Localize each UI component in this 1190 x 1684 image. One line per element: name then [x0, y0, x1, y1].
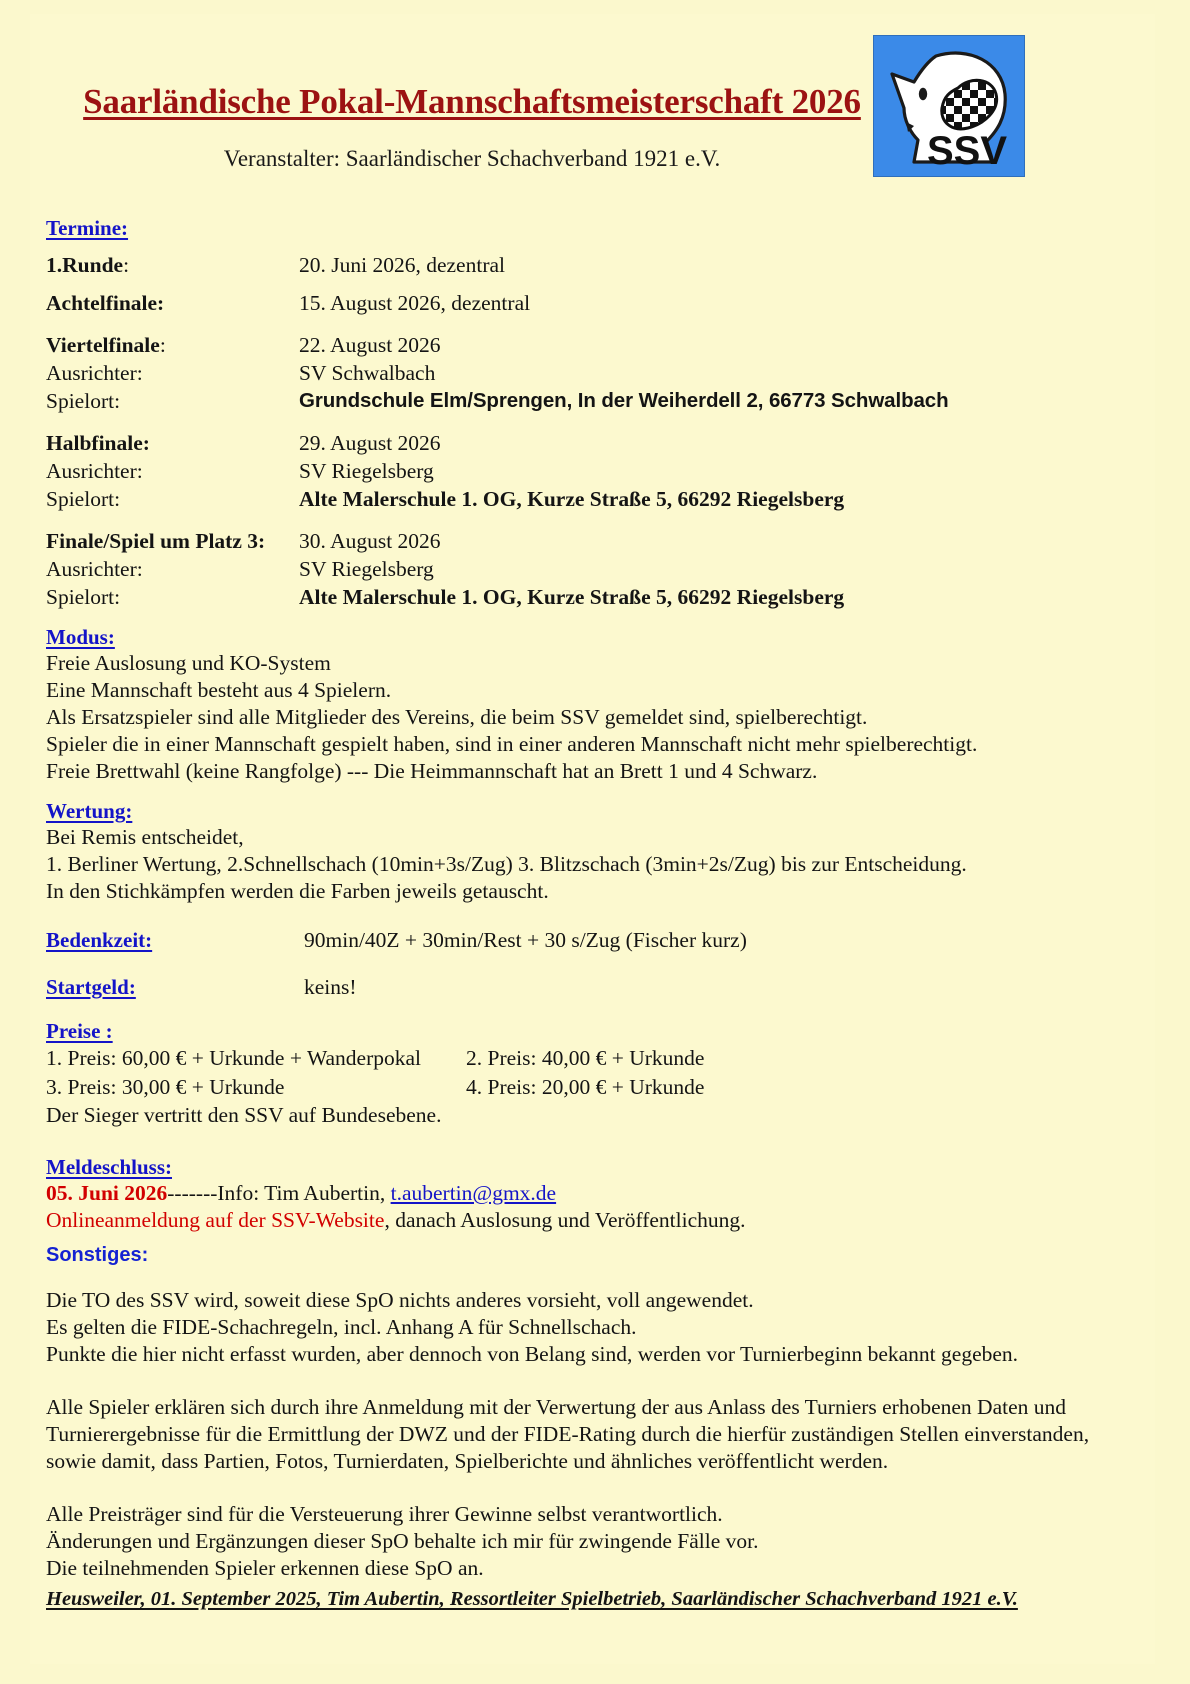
page-subtitle: Veranstalter: Saarländischer Schachverband 1921 e.V.: [223, 146, 721, 171]
ausrichter-value: SV Riegelsberg: [299, 557, 434, 581]
termin-block-finale: [46, 527, 1046, 611]
modus-line: Freie Auslosung und KO-System: [46, 651, 331, 675]
sonstiges-line: Punkte die hier nicht erfasst wurden, aber dennoch von Belang sind, werden vor Turnierbeginn bekannt gegeben.: [46, 1342, 1019, 1366]
termin-round-label: Halbfinale:: [46, 431, 150, 455]
prize-row: [46, 1073, 1046, 1102]
document-header: [46, 30, 1046, 190]
ausrichter-value: SV Riegelsberg: [299, 459, 434, 483]
startgeld-value: keins!: [304, 975, 357, 999]
document-content: [46, 30, 1090, 1611]
sonstiges-line: Alle Spieler erklären sich durch ihre Anmeldung mit der Verwertung der aus Anlass des Turniers erhobenen Daten und: [46, 1395, 1067, 1419]
termin-date: 29. August 2026: [299, 431, 441, 455]
termin-row: [46, 289, 1046, 317]
sonstiges-line: Turnierergebnisse für die Ermittlung der DWZ und der FIDE-Rating durch die hierfür zuständigen Stellen einverstanden,: [46, 1422, 1090, 1446]
termin-date: 22. August 2026: [299, 333, 441, 357]
page-title: Saarländische Pokal-Mannschaftsmeisterschaft 2026: [83, 82, 861, 121]
sonstiges-line: sowie damit, dass Partien, Fotos, Turnierdaten, Spielberichte und ähnliches veröffentlicht werden.: [46, 1449, 889, 1473]
termin-block-date-row: [46, 429, 1046, 457]
sonstiges-line: Die teilnehmenden Spieler erkennen diese SpO an.: [46, 1556, 484, 1580]
section-heading-termine: Termine:: [46, 216, 129, 240]
onlineanmeldung-line: [46, 1207, 1046, 1234]
section-wertung: [46, 799, 1046, 905]
prize-left: 3. Preis: 30,00 € + Urkunde: [46, 1075, 285, 1099]
section-sonstiges: [46, 1244, 1090, 1582]
termin-block-date-row: [46, 331, 1046, 359]
section-heading-meldeschluss: Meldeschluss:: [46, 1155, 172, 1179]
prize-note: Der Sieger vertritt den SSV auf Bundesebene.: [46, 1103, 442, 1127]
section-heading-sonstiges: Sonstiges:: [46, 1244, 149, 1266]
spielort-label: Spielort:: [46, 389, 121, 413]
termin-block-date-row: [46, 527, 1046, 555]
section-termine: [46, 216, 1046, 611]
spielort-label: Spielort:: [46, 585, 121, 609]
wertung-line: In den Stichkämpfen werden die Farben jeweils getauscht.: [46, 879, 549, 903]
wertung-line: 1. Berliner Wertung, 2.Schnellschach (10min+3s/Zug) 3. Blitzschach (3min+2s/Zug) bis zur Entscheidung.: [46, 852, 967, 876]
spielort-value: Alte Malerschule 1. OG, Kurze Straße 5, 66292 Riegelsberg: [299, 585, 845, 609]
termin-block-spielort-row: [46, 387, 1046, 415]
ausrichter-value: SV Schwalbach: [299, 361, 436, 385]
sonstiges-line: Änderungen und Ergänzungen dieser SpO behalte ich mir für zwingende Fälle vor.: [46, 1529, 759, 1553]
spielort-value: Grundschule Elm/Sprengen, In der Weiherdell 2, 66773 Schwalbach: [299, 389, 949, 412]
modus-line: Als Ersatzspieler sind alle Mitglieder des Vereins, die beim SSV gemeldet sind, spielberechtigt.: [46, 705, 868, 729]
logo-text: SSV: [926, 129, 1008, 173]
section-heading-preise: Preise :: [46, 1019, 113, 1043]
bedenkzeit-value: 90min/40Z + 30min/Rest + 30 s/Zug (Fischer kurz): [304, 928, 747, 952]
prize-left: 1. Preis: 60,00 € + Urkunde + Wanderpokal: [46, 1046, 422, 1070]
onlineanmeldung-rest: , danach Auslosung und Veröffentlichung.: [384, 1208, 746, 1232]
termin-block-ausrichter-row: [46, 359, 1046, 387]
termin-round-suffix: :: [159, 333, 166, 357]
ssv-logo: [873, 35, 1025, 177]
termin-block-ausrichter-row: [46, 555, 1046, 583]
meldeschluss-date: 05. Juni 2026: [46, 1181, 168, 1205]
termin-value: 15. August 2026, dezentral: [299, 291, 531, 315]
termin-round-label: Finale/Spiel um Platz 3:: [46, 529, 266, 553]
section-heading-startgeld: Startgeld:: [46, 975, 136, 999]
prize-row: [46, 1044, 1046, 1073]
section-preise: [46, 1019, 1046, 1129]
ausrichter-label: Ausrichter:: [46, 557, 143, 581]
sonstiges-line: Es gelten die FIDE-Schachregeln, incl. Anhang A für Schnellschach.: [46, 1315, 637, 1339]
modus-line: Spieler die in einer Mannschaft gespielt haben, sind in einer anderen Mannschaft nicht mehr spielberechtigt.: [46, 732, 978, 756]
termin-label-suffix: :: [123, 253, 130, 277]
ausrichter-label: Ausrichter:: [46, 459, 143, 483]
section-modus: [46, 625, 1046, 785]
section-heading-wertung: Wertung:: [46, 799, 133, 823]
termin-row: [46, 251, 1046, 279]
meldeschluss-dashes: -------: [167, 1181, 218, 1205]
sonstiges-line: Die TO des SSV wird, soweit diese SpO nichts anderes vorsieht, voll angewendet.: [46, 1288, 754, 1312]
termin-date: 30. August 2026: [299, 529, 441, 553]
spielort-label: Spielort:: [46, 487, 121, 511]
termin-round-label: Viertelfinale: [46, 333, 160, 357]
ausrichter-label: Ausrichter:: [46, 361, 143, 385]
document-sheet: [30, 14, 1155, 1664]
section-heading-modus: Modus:: [46, 625, 115, 649]
termin-block-halbfinale: [46, 429, 1046, 513]
wertung-line: Bei Remis entscheidet,: [46, 825, 244, 849]
modus-line: Eine Mannschaft besteht aus 4 Spielern.: [46, 678, 392, 702]
section-heading-bedenkzeit: Bedenkzeit:: [46, 928, 153, 952]
termin-label: 1.Runde: [46, 253, 124, 277]
termin-block-ausrichter-row: [46, 457, 1046, 485]
section-meldeschluss: [46, 1155, 1046, 1234]
termin-label: Achtelfinale:: [46, 291, 165, 315]
modus-line: Freie Brettwahl (keine Rangfolge) --- Die Heimmannschaft hat an Brett 1 und 4 Schwarz.: [46, 759, 818, 783]
section-startgeld: [46, 972, 1046, 1005]
knight-chess-logo-icon: [874, 36, 1024, 176]
termin-block-viertelfinale: [46, 331, 1046, 415]
termin-value: 20. Juni 2026, dezentral: [299, 253, 505, 277]
meldeschluss-line: [46, 1180, 1046, 1207]
termin-block-spielort-row: [46, 485, 1046, 513]
sonstiges-line: Alle Preisträger sind für die Versteuerung ihrer Gewinne selbst verantwortlich.: [46, 1502, 723, 1526]
onlineanmeldung-text: Onlineanmeldung auf der SSV-Website: [46, 1208, 385, 1232]
signature-line: Heusweiler, 01. September 2025, Tim Aubertin, Ressortleiter Spielbetrieb, Saarländischer Schachverband 1921 e.V.: [46, 1588, 1018, 1610]
prize-right: 4. Preis: 20,00 € + Urkunde: [466, 1075, 705, 1099]
prize-right: 2. Preis: 40,00 € + Urkunde: [466, 1046, 705, 1070]
termin-block-spielort-row: [46, 583, 1046, 611]
spielort-value: Alte Malerschule 1. OG, Kurze Straße 5, 66292 Riegelsberg: [299, 487, 845, 511]
meldeschluss-info-prefix: Info: Tim Aubertin,: [217, 1181, 391, 1205]
email-link[interactable]: t.aubertin@gmx.de: [390, 1181, 557, 1205]
section-bedenkzeit: [46, 925, 1046, 958]
